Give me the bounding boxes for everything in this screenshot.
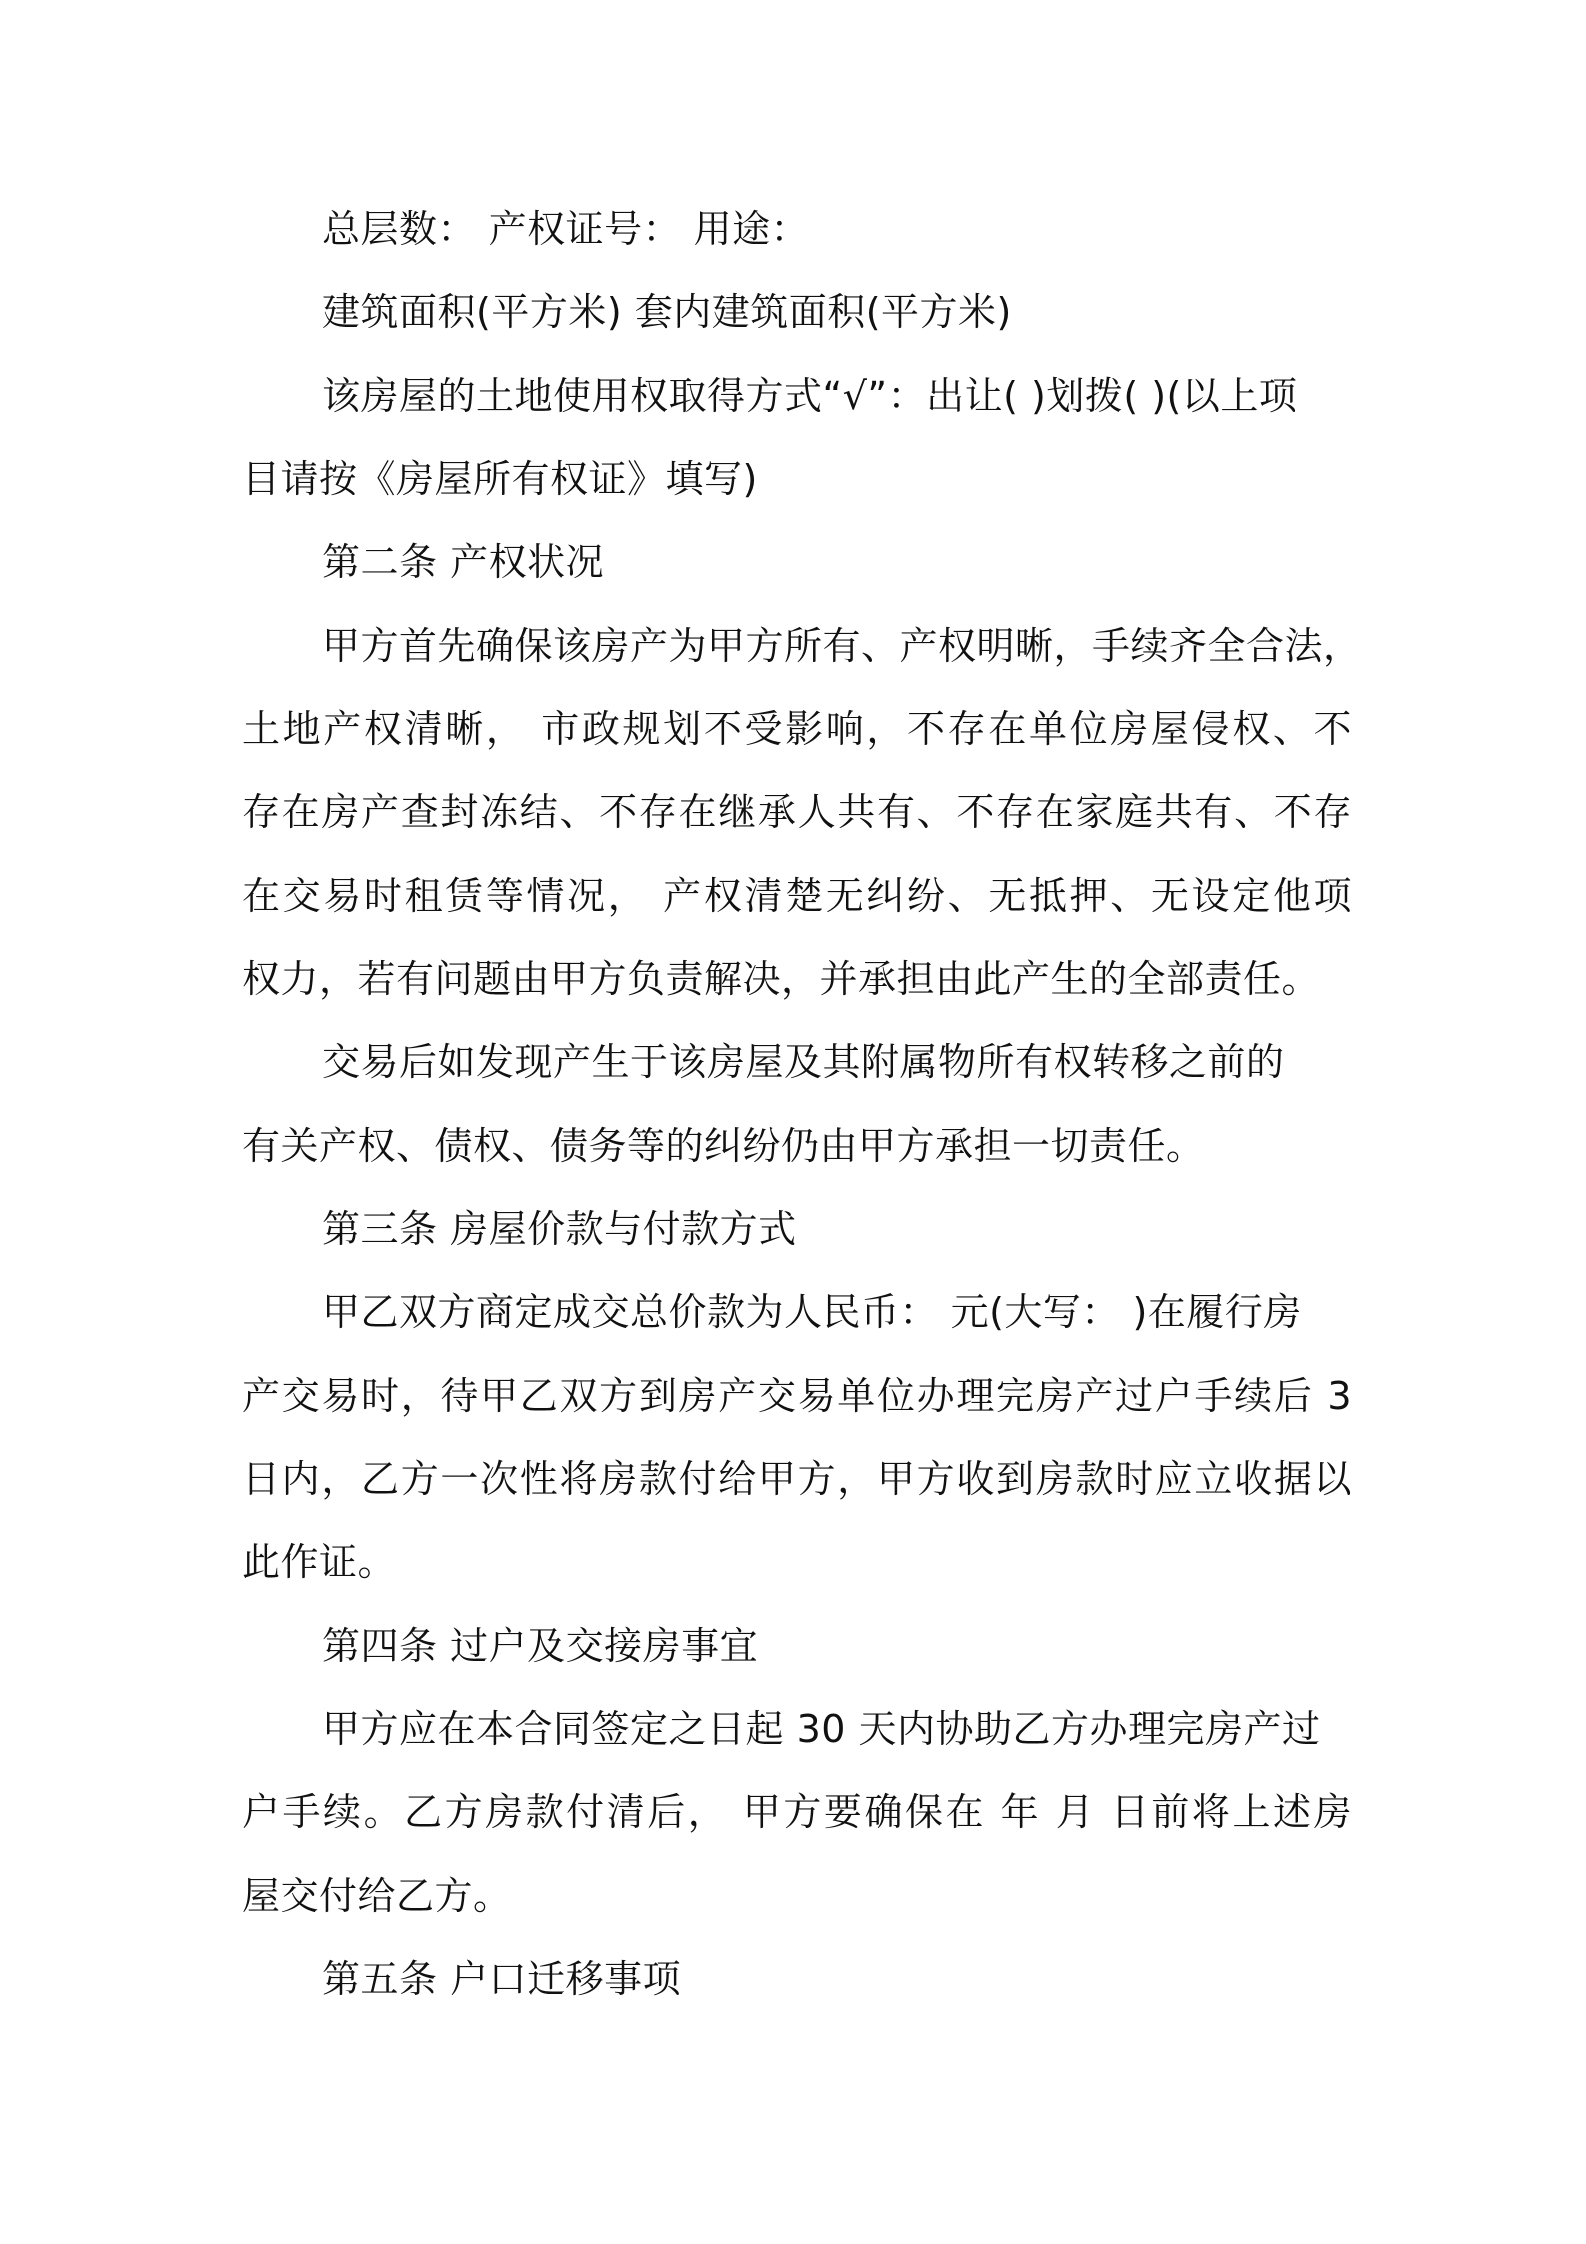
text-line: 建筑面积(平方米) 套内建筑面积(平方米) <box>322 290 1012 334</box>
text-line: 目请按《房屋所有权证》填写) <box>242 457 758 501</box>
text-line: 此作证。 <box>242 1540 397 1584</box>
text-line: 甲方应在本合同签定之日起 30 天内协助乙方办理完房产过 <box>322 1707 1321 1751</box>
text-line: 土地产权清晰， 市政规划不受影响，不存在单位房屋侵权、不 <box>242 707 1352 751</box>
section-heading: 第二条 产权状况 <box>322 540 605 584</box>
text-line: 屋交付给乙方。 <box>242 1874 512 1918</box>
section-heading: 第四条 过户及交接房事宜 <box>322 1624 759 1668</box>
text-line: 交易后如发现产生于该房屋及其附属物所有权转移之前的 <box>322 1040 1285 1084</box>
text-line: 权力，若有问题由甲方负责解决，并承担由此产生的全部责任。 <box>242 957 1321 1001</box>
text-line: 总层数： 产权证号： 用途： <box>322 207 810 251</box>
text-line: 有关产权、债权、债务等的纠纷仍由甲方承担一切责任。 <box>242 1124 1205 1168</box>
text-line: 该房屋的土地使用权取得方式“√”：出让( )划拨( )(以上项 <box>322 374 1298 418</box>
text-line: 户手续。乙方房款付清后， 甲方要确保在 年 月 日前将上述房 <box>242 1790 1352 1834</box>
text-line: 产交易时，待甲乙双方到房产交易单位办理完房产过户手续后 3 <box>242 1374 1352 1418</box>
text-line: 存在房产查封冻结、不存在继承人共有、不存在家庭共有、不存 <box>242 790 1352 834</box>
section-heading: 第五条 户口迁移事项 <box>322 1957 682 2001</box>
text-line: 日内，乙方一次性将房款付给甲方，甲方收到房款时应立收据以 <box>242 1457 1352 1501</box>
text-line: 在交易时租赁等情况， 产权清楚无纠纷、无抵押、无设定他项 <box>242 874 1352 918</box>
section-heading: 第三条 房屋价款与付款方式 <box>322 1207 797 1251</box>
text-line: 甲乙双方商定成交总价款为人民币： 元(大写： )在履行房 <box>322 1290 1302 1334</box>
text-line: 甲方首先确保该房产为甲方所有、产权明晰，手续齐全合法， <box>322 624 1362 668</box>
